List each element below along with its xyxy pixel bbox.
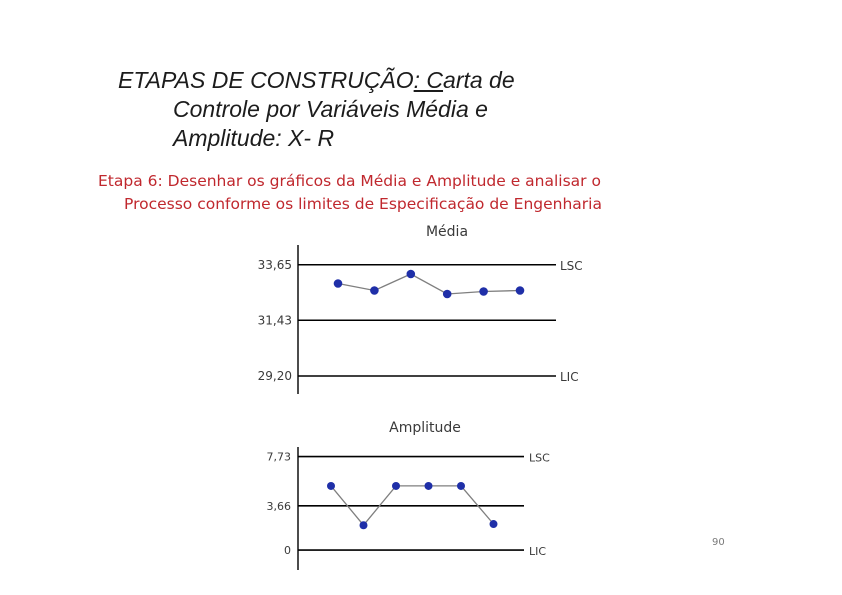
media-tick-label: 33,65 [257, 257, 292, 272]
media-tick-label: 29,20 [257, 369, 292, 383]
amplitude-data-point [490, 520, 498, 528]
amplitude-data-point [425, 482, 433, 490]
title-part-a: ETAPAS DE CONSTRUÇÃO [118, 67, 414, 93]
amplitude-limit-label: LIC [529, 545, 547, 559]
amplitude-limit-label: LSC [529, 451, 550, 465]
amplitude-tick-label: 7,73 [266, 450, 291, 464]
title-line-2: Controle por Variáveis Média e [173, 96, 488, 122]
subtitle-line-2: Processo conforme os limites de Especificação de Engenharia [124, 195, 602, 213]
amplitude-chart-title: Amplitude [389, 420, 461, 436]
title-part-b: : C [413, 67, 444, 93]
media-limit-label: LIC [560, 370, 579, 384]
media-chart-title: Média [425, 224, 469, 240]
amplitude-data-point [392, 482, 400, 490]
amplitude-data-point [457, 482, 465, 490]
amplitude-tick-label: 0 [284, 544, 291, 558]
title-line-3: Amplitude: X- R [173, 125, 335, 151]
amplitude-data-point [327, 482, 335, 490]
title-part-c: arta de [443, 67, 515, 93]
amplitude-data-point [360, 521, 368, 529]
subtitle-line-1: Etapa 6: Desenhar os gráficos da Média e Amplitude e analisar o [98, 172, 601, 190]
media-limit-label: LSC [560, 258, 583, 273]
amplitude-tick-label: 3,66 [266, 499, 291, 513]
slide-number: 90 [712, 537, 725, 548]
media-tick-label: 31,43 [257, 313, 292, 328]
